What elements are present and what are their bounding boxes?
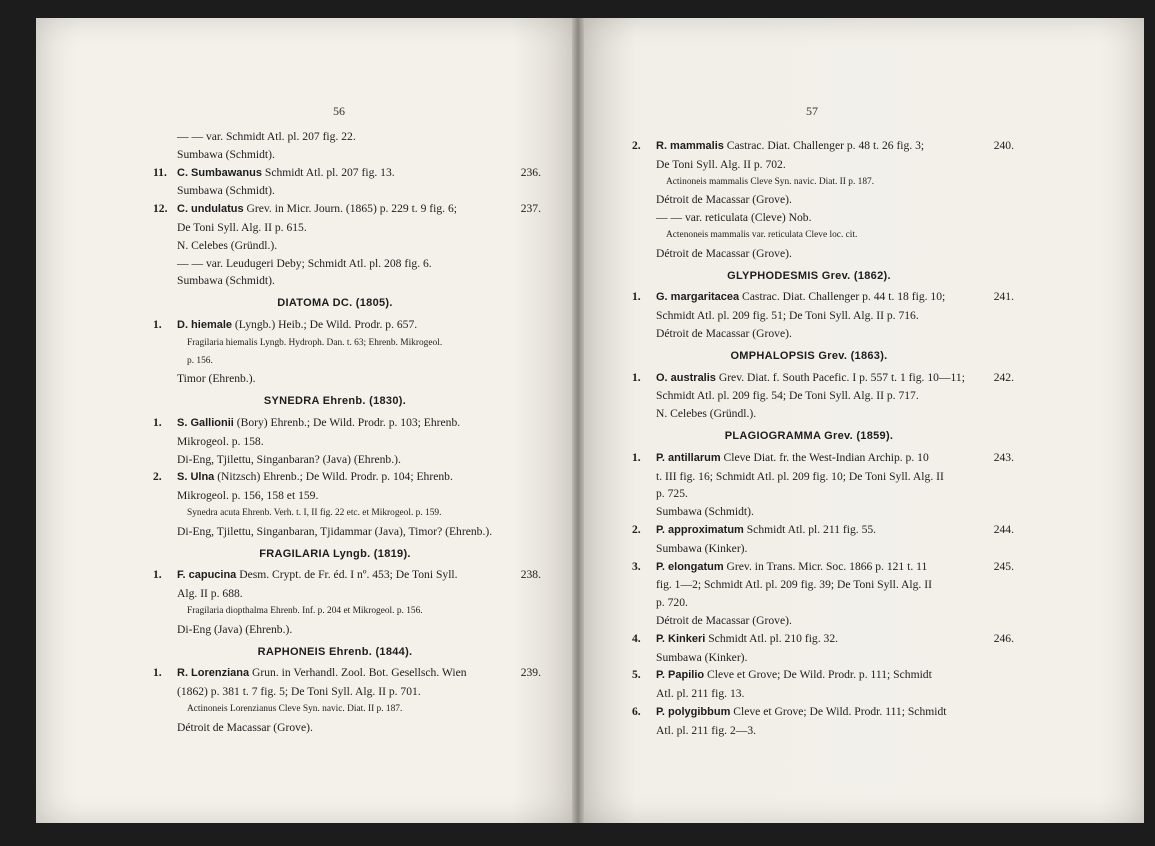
entry-citation: (Nitzsch) Ehrenb.; De Wild. Prodr. p. 104; Ehrenb. xyxy=(214,470,453,484)
synonym-note: p. 156. xyxy=(187,355,213,366)
genus-heading: SYNEDRA Ehrenb. (1830). xyxy=(263,395,407,408)
entry-number: 12. xyxy=(153,202,168,216)
entry-text: t. III fig. 16; Schmidt Atl. pl. 209 fig. 10; De Toni Syll. Alg. II xyxy=(656,469,944,483)
running-number: 242. xyxy=(993,370,1014,384)
entry-text: (1862) p. 381 t. 7 fig. 5; De Toni Syll. Alg. II p. 701. xyxy=(177,685,421,699)
species-name: G. margaritacea xyxy=(656,291,740,304)
entry-text: Di-Eng (Java) (Ehrenb.). xyxy=(177,622,293,636)
entry-text: De Toni Syll. Alg. II p. 702. xyxy=(656,157,786,171)
entry-text: Atl. pl. 211 fig. 2—3. xyxy=(656,723,757,737)
species-entry xyxy=(632,288,1014,307)
entry-citation: Schmidt Atl. pl. 210 fig. 32. xyxy=(705,631,839,645)
species-name: R. Lorenziana xyxy=(177,667,250,680)
running-number: 240. xyxy=(993,139,1014,152)
entry-number: 1. xyxy=(153,415,162,429)
entry-number: 1. xyxy=(153,568,162,582)
species-name: O. australis xyxy=(656,371,716,384)
species-name: P. Papilio xyxy=(656,669,705,682)
entry-text: — — var. Leudugeri Deby; Schmidt Atl. pl. 208 fig. 6. xyxy=(177,256,432,270)
entry-number: 6. xyxy=(632,704,641,718)
entry-text: Mikrogeol. p. 156, 158 et 159. xyxy=(177,489,319,503)
species-name: R. mammalis xyxy=(656,140,724,152)
entry-number: 1. xyxy=(153,666,162,680)
entry-text: Timor (Ehrenb.). xyxy=(177,372,256,386)
entry-number: 2. xyxy=(153,470,162,484)
species-entry xyxy=(155,414,515,433)
entry-citation: Desm. Crypt. de Fr. éd. I nº. 453; De Toni Syll. xyxy=(236,568,458,582)
genus-heading: DIATOMA DC. (1805). xyxy=(277,297,393,310)
entry-text: — — var. reticulata (Cleve) Nob. xyxy=(656,211,812,225)
entry-citation: Cleve et Grove; De Wild. Prodr. p. 111; Schmidt xyxy=(704,668,932,682)
entry-number: 2. xyxy=(632,139,641,152)
species-entry xyxy=(632,521,1014,540)
right-column xyxy=(632,137,1014,740)
entry-citation: Schmidt Atl. pl. 207 fig. 13. xyxy=(261,165,395,179)
species-entry xyxy=(632,369,1014,388)
species-name: P. elongatum xyxy=(656,560,724,573)
entry-citation: Cleve et Grove; De Wild. Prodr. 111; Schmidt xyxy=(730,704,947,718)
entry-text: Schmidt Atl. pl. 209 fig. 51; De Toni Syll. Alg. II p. 716. xyxy=(656,309,919,323)
entry-text: De Toni Syll. Alg. II p. 615. xyxy=(177,220,307,234)
entry-text: Atl. pl. 211 fig. 13. xyxy=(656,687,745,701)
entry-citation: Grev. in Micr. Journ. (1865) p. 229 t. 9 fig. 6; xyxy=(243,202,457,216)
entry-number: 2. xyxy=(632,522,641,536)
entry-citation: Schmidt Atl. pl. 211 fig. 55. xyxy=(743,522,877,536)
entry-citation: Castrac. Diat. Challenger p. 44 t. 18 fig. 10; xyxy=(739,290,946,304)
entry-text: Di-Eng, Tjilettu, Singanbaran? (Java) (Ehrenb.). xyxy=(177,452,401,466)
entry-citation: (Lyngb.) Heib.; De Wild. Prodr. p. 657. xyxy=(232,317,418,331)
entry-citation: Grev. in Trans. Micr. Soc. 1866 p. 121 t. 11 xyxy=(723,559,928,573)
species-entry xyxy=(153,164,541,183)
entry-text: Détroit de Macassar (Grove). xyxy=(656,193,792,207)
left-page-number: 56 xyxy=(333,104,345,118)
genus-heading: PLAGIOGRAMMA Grev. (1859). xyxy=(724,429,894,442)
entry-text: Di-Eng, Tjilettu, Singanbaran, Tjidammar (Java), Timor? (Ehrenb.). xyxy=(177,524,493,538)
entry-text: Alg. II p. 688. xyxy=(177,587,243,601)
entry-citation: Cleve Diat. fr. the West-Indian Archip. p. 10 xyxy=(720,450,929,464)
left-column xyxy=(153,128,541,737)
species-entry xyxy=(632,449,1014,468)
running-number: 246. xyxy=(993,631,1014,645)
running-number: 236. xyxy=(520,165,541,179)
species-name: P. polygibbum xyxy=(656,705,731,718)
species-name: C. Sumbawanus xyxy=(177,166,262,179)
entry-citation: Grev. Diat. f. South Pacefic. I p. 557 t. 1 fig. 10—11; xyxy=(715,370,965,384)
entry-text: Sumbawa (Schmidt). xyxy=(177,274,275,288)
running-number: 238. xyxy=(520,568,541,582)
entry-text: Mikrogeol. p. 158. xyxy=(177,434,264,448)
right-page-number: 57 xyxy=(806,104,818,118)
synonym-note: Synedra acuta Ehrenb. Verh. t. I, II fig. 22 etc. et Mikrogeol. p. 159. xyxy=(187,507,442,518)
entry-number: 5. xyxy=(632,668,641,682)
species-name: P. Kinkeri xyxy=(656,632,706,645)
running-number: 245. xyxy=(993,559,1014,573)
species-entry xyxy=(632,558,1014,577)
synonym-note: Actinoneis mammalis Cleve Syn. navic. Diat. II p. 187. xyxy=(666,176,875,187)
species-entry xyxy=(153,664,541,683)
entry-text: Sumbawa (Schmidt). xyxy=(656,505,754,519)
entry-citation: Grun. in Verhandl. Zool. Bot. Gesellsch. Wien xyxy=(249,666,467,680)
entry-text: — — var. Schmidt Atl. pl. 207 fig. 22. xyxy=(177,130,356,143)
species-entry xyxy=(632,630,1014,649)
entry-citation: (Bory) Ehrenb.; De Wild. Prodr. p. 103; Ehrenb. xyxy=(233,415,461,429)
species-name: S. Gallionii xyxy=(177,416,234,429)
species-name: F. capucina xyxy=(177,569,237,582)
entry-text: fig. 1—2; Schmidt Atl. pl. 209 fig. 39; De Toni Syll. Alg. II xyxy=(656,578,932,592)
running-number: 237. xyxy=(520,202,541,216)
species-entry xyxy=(153,200,541,219)
species-entry xyxy=(155,316,515,335)
species-name: C. undulatus xyxy=(177,203,244,216)
entry-number: 1. xyxy=(153,317,162,331)
entry-number: 1. xyxy=(632,290,641,304)
species-name: D. hiemale xyxy=(177,318,233,331)
entry-number: 3. xyxy=(632,559,641,573)
entry-text: N. Celebes (Gründl.). xyxy=(177,238,278,252)
running-number: 244. xyxy=(993,522,1014,536)
species-name: P. antillarum xyxy=(656,451,721,464)
entry-text: Schmidt Atl. pl. 209 fig. 54; De Toni Syll. Alg. II p. 717. xyxy=(656,389,919,403)
running-number: 239. xyxy=(520,666,541,680)
genus-heading: RAPHONEIS Ehrenb. (1844). xyxy=(257,645,413,658)
species-entry xyxy=(634,703,984,722)
entry-text: Sumbawa (Schmidt). xyxy=(177,184,275,198)
entry-text: p. 720. xyxy=(656,596,688,610)
species-entry xyxy=(153,566,541,585)
synonym-note: Fragilaria diopthalma Ehrenb. Inf. p. 204 et Mikrogeol. p. 156. xyxy=(187,605,423,616)
entry-text: N. Celebes (Gründl.). xyxy=(656,407,757,421)
entry-text: p. 725. xyxy=(656,487,688,501)
synonym-note: Actenoneis mammalis var. reticulata Cleve loc. cit. xyxy=(666,229,858,240)
entry-text: Détroit de Macassar (Grove). xyxy=(656,326,792,340)
entry-text: Détroit de Macassar (Grove). xyxy=(177,720,313,734)
entry-text: Détroit de Macassar (Grove). xyxy=(656,613,792,627)
entry-text: Sumbawa (Schmidt). xyxy=(177,147,275,161)
species-entry xyxy=(632,137,1014,156)
species-name: S. Ulna xyxy=(177,471,215,484)
species-entry xyxy=(634,666,984,685)
entry-number: 11. xyxy=(153,165,167,179)
entry-text: Sumbawa (Kinker). xyxy=(656,650,748,664)
entry-text: Sumbawa (Kinker). xyxy=(656,541,748,555)
entry-number: 1. xyxy=(632,370,641,384)
entry-number: 4. xyxy=(632,631,641,645)
running-number: 243. xyxy=(993,450,1014,464)
genus-heading: OMPHALOPSIS Grev. (1863). xyxy=(730,349,888,362)
species-entry xyxy=(155,468,515,487)
entry-citation: Castrac. Diat. Challenger p. 48 t. 26 fig. 3; xyxy=(723,139,925,152)
running-number: 241. xyxy=(993,290,1014,304)
genus-heading: GLYPHODESMIS Grev. (1862). xyxy=(727,269,891,282)
book-gutter xyxy=(572,18,584,823)
genus-heading: FRAGILARIA Lyngb. (1819). xyxy=(259,547,411,560)
synonym-note: Actinoneis Lorenzianus Cleve Syn. navic. Diat. II p. 187. xyxy=(187,703,403,714)
entry-number: 1. xyxy=(632,450,641,464)
species-name: P. approximatum xyxy=(656,523,744,536)
synonym-note: Fragilaria hiemalis Lyngb. Hydroph. Dan. t. 63; Ehrenb. Mikrogeol. xyxy=(187,337,443,348)
entry-text: Détroit de Macassar (Grove). xyxy=(656,246,792,260)
